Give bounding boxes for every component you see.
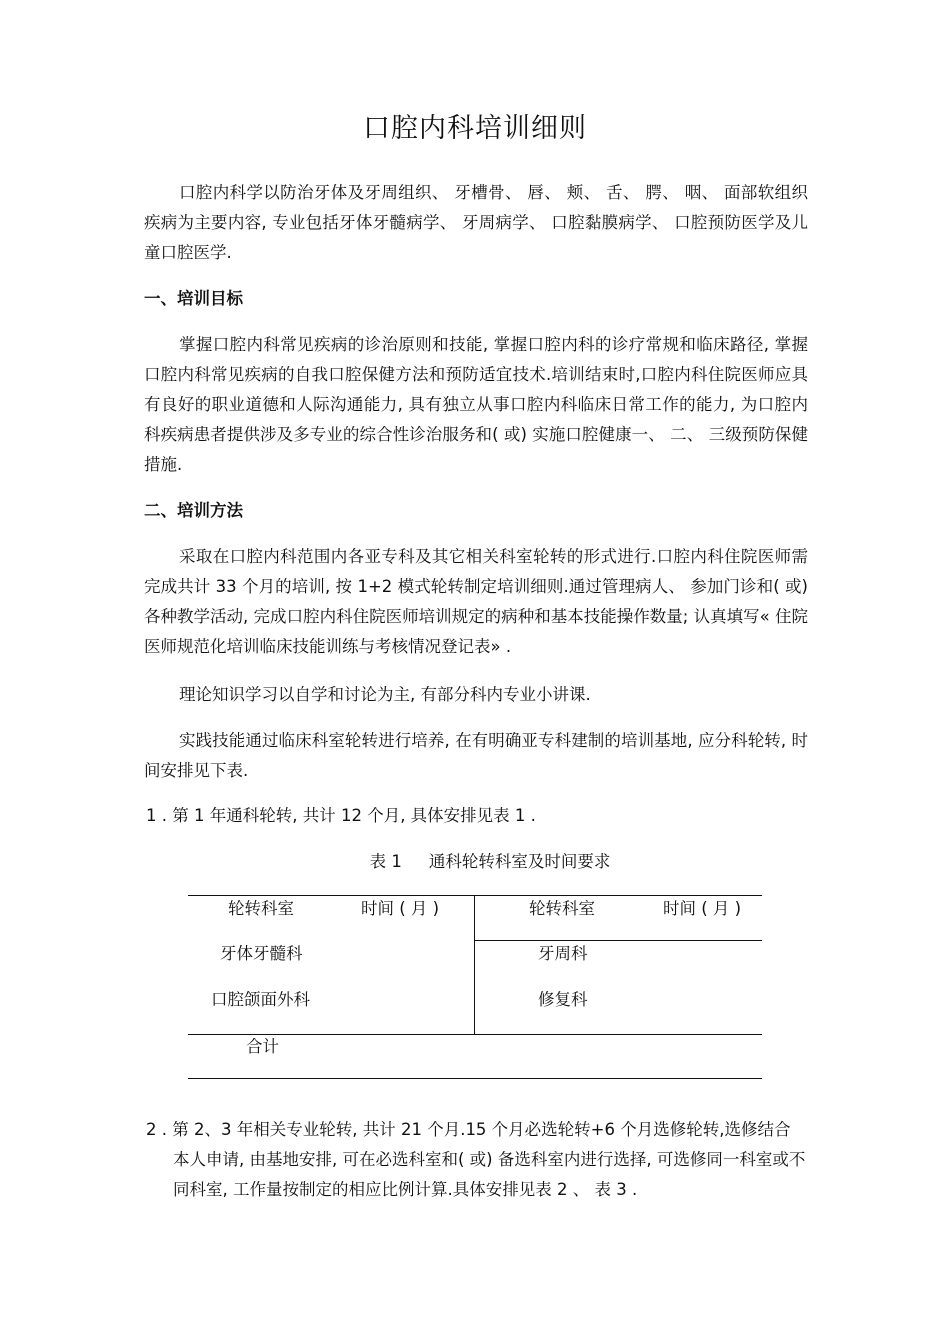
table-header-cell: 时间 ( 月 ) [361,899,440,918]
table-cell: 牙体牙髓科 [220,944,303,963]
list-item-2: 2 . 第 2、3 年相关专业轮转, 共计 21 个月.15 个月必选轮转+6 个月选修轮转,选修结合本人申请, 由基地安排, 可在必选科室和( 或) 备选科室内进行选择, 可选修同一科室或不同科室, 工作量按制定的相应比例计算.具体安排见表 2 、 表 3 . [146,1120,806,1199]
intro-paragraph: 口腔内科学以防治牙体及牙周组织、 牙槽骨、 唇、 颊、 舌、 腭、 咽、 面部软组织疾病为主要内容, 专业包括牙体牙髓病学、 牙周病学、 口腔黏膜病学、 口腔预防医学及儿童口腔医学. [144,183,808,262]
methods-paragraph-1: 采取在口腔内科范围内各亚专科及其它相关科室轮转的形式进行.口腔内科住院医师需完成共计 33 个月的培训, 按 1+2 模式轮转制定培训细则.通过管理病人、 参加门诊和( 或) 各种教学活动, 完成口腔内科住院医师培训规定的病种和基本技能操作数量; 认真填写« 住院医师规范化培训临床技能训练与考核情况登记表» . [144,547,808,656]
section-heading-methods: 二、培训方法 [144,501,243,520]
table-total-label: 合计 [246,1037,279,1056]
table-top-rule [188,895,762,896]
rotation-table [188,894,762,1080]
list-item-1: 1 . 第 1 年通科轮转, 共计 12 个月, 具体安排见表 1 . [146,806,536,825]
table-header-cell: 时间 ( 月 ) [663,899,742,918]
table-header-cell: 轮转科室 [228,899,294,918]
table-header-cell: 轮转科室 [529,899,595,918]
section-heading-goals: 一、培训目标 [144,289,243,308]
methods-paragraph-3: 实践技能通过临床科室轮转进行培养, 在有明确亚专科建制的培训基地, 应分科轮转, 时间安排见下表. [144,731,808,780]
goals-paragraph: 掌握口腔内科常见疾病的诊治原则和技能, 掌握口腔内科的诊疗常规和临床路径, 掌握口腔内科常见疾病的自我口腔保健方法和预防适宜技术.培训结束时,口腔内科住院医师应具有良好的职业道德和人际沟通能力, 具有独立从事口腔内科临床日常工作的能力, 为口腔内科疾病患者提供涉及多专业的综合性诊治服务和( 或) 实施口腔健康一、 二、 三级预防保健措施. [144,335,808,474]
table-cell: 修复科 [538,990,588,1009]
table-center-divider [474,895,475,1035]
table-bottom-rule [188,1078,762,1079]
table-header-rule-right [474,940,762,941]
table-caption: 表 1 通科轮转科室及时间要求 [369,852,611,871]
table-cell: 牙周科 [538,944,588,963]
document-title: 口腔内科培训细则 [363,113,587,144]
table-cell: 口腔颌面外科 [211,990,310,1009]
methods-paragraph-2: 理论知识学习以自学和讨论为主, 有部分科内专业小讲课. [179,685,591,704]
